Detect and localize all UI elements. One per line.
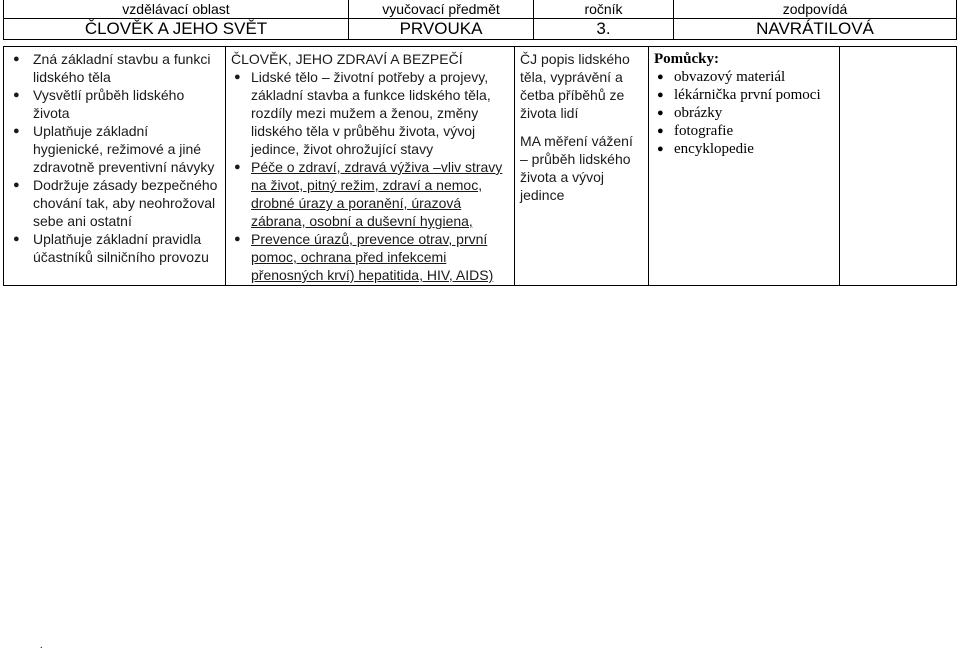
bullet-icon: ● bbox=[13, 233, 20, 245]
bullet-icon: ● bbox=[657, 125, 664, 137]
header-label-grade: ročník bbox=[534, 0, 674, 19]
bullet-icon: ● bbox=[657, 71, 664, 83]
outcome-item: ● Uplatňuje základní pravidla účastníků silničního provozu bbox=[13, 231, 209, 265]
content-item: ● Péče o zdraví, zdravá výživa –vliv stravy na život, pitný režim, zdraví a nemoc, drobné úrazy a poranění, úrazová zábrana, osobní a duševní hygiena, bbox=[234, 159, 503, 229]
bullet-icon: ● bbox=[234, 71, 241, 83]
header-label-area: vzdělávací oblast bbox=[4, 0, 349, 19]
content-item: ● Prevence úrazů, prevence otrav, první pomoc, ochrana před infekcemi přenosných krví) hepatitida, HIV, AIDS) bbox=[234, 231, 494, 283]
header-label-subject: vyučovací předmět bbox=[349, 0, 534, 19]
outcome-item: ● Uplatňuje základní hygienické, režimové a jiné zdravotně preventivní návyky bbox=[13, 123, 215, 175]
cross-link-czech: ČJ popis lidského těla, vyprávění a četba příběhů ze života lidí bbox=[520, 51, 630, 121]
cross-curricular-cell bbox=[515, 47, 649, 286]
bullet-icon: ● bbox=[13, 125, 20, 137]
bullet-icon: ● bbox=[657, 107, 664, 119]
empty-cell bbox=[840, 47, 957, 286]
header-value-grade: 3. bbox=[534, 19, 674, 40]
header-value-responsible: NAVRÁTILOVÁ bbox=[674, 19, 957, 40]
bullet-icon: ● bbox=[13, 179, 20, 191]
bullet-icon: ● bbox=[13, 89, 20, 101]
stray-mark: . bbox=[40, 640, 43, 651]
bullet-icon: ● bbox=[657, 143, 664, 155]
aid-item: ● lékárnička první pomoci bbox=[657, 87, 821, 103]
outcomes-list bbox=[9, 50, 221, 266]
header-value-area: ČLOVĚK A JEHO SVĚT bbox=[4, 19, 349, 40]
outcome-item: ● Dodržuje zásady bezpečného chování tak, aby neohrožoval sebe ani ostatní bbox=[13, 177, 218, 229]
content-list bbox=[231, 68, 510, 284]
outcomes-cell bbox=[4, 47, 226, 286]
aid-item: ● encyklopedie bbox=[657, 141, 754, 157]
aid-item: ● fotografie bbox=[657, 123, 734, 139]
header-label-responsible: zodpovídá bbox=[674, 0, 957, 19]
bullet-icon: ● bbox=[234, 161, 241, 173]
bullet-icon: ● bbox=[234, 233, 241, 245]
aids-list bbox=[654, 68, 835, 158]
outcome-item: ● Zná základní stavbu a funkci lidského těla bbox=[13, 51, 211, 85]
curriculum-table bbox=[3, 46, 957, 286]
header-table bbox=[3, 0, 957, 40]
content-cell bbox=[226, 47, 515, 286]
bullet-icon: ● bbox=[657, 89, 664, 101]
content-heading: ČLOVĚK, JEHO ZDRAVÍ A BEZPEČÍ bbox=[231, 51, 463, 67]
aids-cell bbox=[649, 47, 840, 286]
aid-item: ● obvazový materiál bbox=[657, 69, 786, 85]
header-value-subject: PRVOUKA bbox=[349, 19, 534, 40]
content-item: ● Lidské tělo – životní potřeby a projevy, základní stavba a funkce lidského těla, rozdíly mezi mužem a ženou, změny lidského těla v průběhu života, vývoj jedince, život ohrožující stavy bbox=[234, 69, 491, 157]
cross-link-math: MA měření vážení – průběh lidského života a vývoj jedince bbox=[520, 133, 633, 203]
aids-heading: Pomůcky: bbox=[654, 51, 719, 67]
aid-item: ● obrázky bbox=[657, 105, 723, 121]
outcome-item: ● Vysvětlí průběh lidského života bbox=[13, 87, 185, 121]
bullet-icon: ● bbox=[13, 53, 20, 65]
